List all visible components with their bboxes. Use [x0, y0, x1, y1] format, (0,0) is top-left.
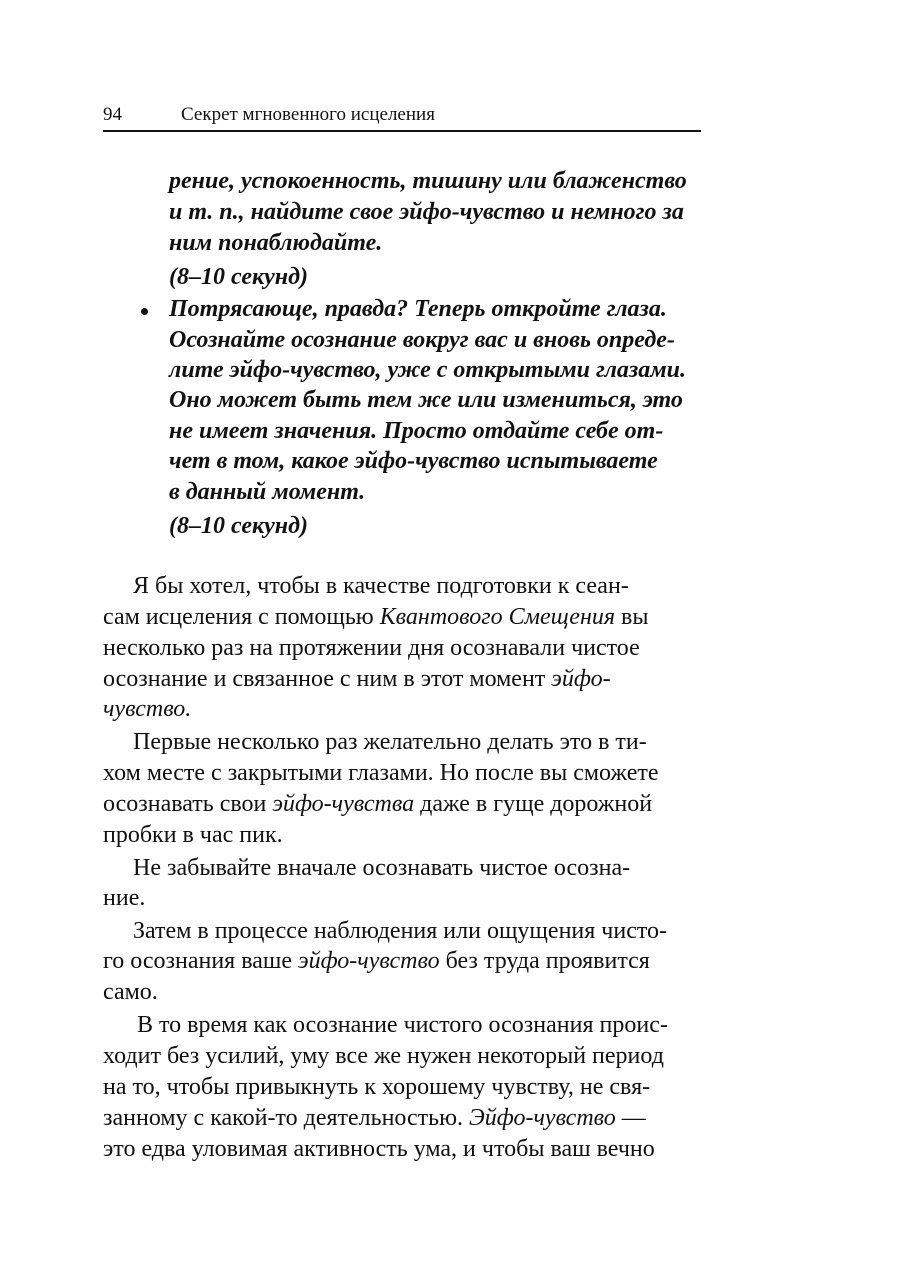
bullet-icon — [141, 308, 148, 315]
paragraph-5-line-4: занному с какой-то деятельностью. Эйфо-чувство — — [103, 1105, 646, 1131]
paragraph-2-line-2: хом месте с закрытыми глазами. Но после вы сможете — [103, 760, 659, 786]
instruction-2-line-5: не имеет значения. Просто отдайте себе от- — [169, 418, 664, 444]
page-number: 94 — [103, 104, 122, 125]
instruction-1-timing: (8–10 секунд) — [169, 264, 309, 290]
paragraph-5-line-1: В то время как осознание чистого осознания проис- — [137, 1012, 668, 1038]
paragraph-1-line-5: чувство. — [103, 696, 192, 722]
running-title: Секрет мгновенного исцеления — [181, 104, 435, 125]
paragraph-4-line-2: го осознания ваше эйфо-чувство без труда проявится — [103, 948, 650, 974]
paragraph-4-line-1: Затем в процессе наблюдения или ощущения чисто- — [133, 918, 668, 944]
instruction-1-line-2: и т. п., найдите свое эйфо-чувство и немного за — [169, 199, 684, 225]
term-eufeeling: Эйфо-чувство — [469, 1105, 616, 1131]
paragraph-3-line-1: Не забывайте вначале осознавать чистое осозна- — [133, 855, 631, 881]
paragraph-1-line-4: осознание и связанное с ним в этот момент эйфо- — [103, 666, 611, 692]
instruction-2-line-3: лите эйфо-чувство, уже с открытыми глазами. — [169, 357, 687, 383]
paragraph-5-line-2: ходит без усилий, уму все же нужен некоторый период — [103, 1043, 664, 1069]
paragraph-2-line-1: Первые несколько раз желательно делать это в ти- — [133, 729, 647, 755]
paragraph-1-line-3: несколько раз на протяжении дня осознавали чистое — [103, 635, 640, 661]
term-quantum-shift: Квантового Смещения — [379, 604, 616, 630]
instruction-2-line-6: чет в том, какое эйфо-чувство испытываете — [169, 448, 658, 474]
paragraph-2-line-3: осознавать свои эйфо-чувства даже в гуще дорожной — [103, 791, 653, 817]
instruction-2-line-7: в данный момент. — [169, 479, 366, 505]
paragraph-1-line-2: сам исцеления с помощью Квантового Смещения вы — [103, 604, 649, 630]
paragraph-3-line-2: ние. — [103, 885, 146, 911]
paragraph-2-line-4: пробки в час пик. — [103, 822, 283, 848]
instruction-2-line-4: Оно может быть тем же или измениться, это — [169, 387, 683, 413]
paragraph-5-line-5: это едва уловимая активность ума, и чтобы ваш вечно — [103, 1136, 655, 1162]
paragraph-4-line-3: само. — [103, 979, 158, 1005]
instruction-2-line-2: Осознайте осознание вокруг вас и вновь опреде- — [169, 327, 675, 353]
term-eufeeling: эйфо- — [551, 666, 611, 692]
instruction-1-line-3: ним понаблюдайте. — [169, 230, 383, 256]
term-eufeeling: эйфо-чувство — [298, 948, 440, 974]
running-header — [103, 104, 701, 132]
term-eufeelings: эйфо-чувства — [272, 791, 415, 817]
instruction-2-line-1: Потрясающе, правда? Теперь откройте глаза. — [169, 296, 667, 322]
paragraph-5-line-3: на то, чтобы привыкнуть к хорошему чувству, не свя- — [103, 1074, 651, 1100]
paragraph-1-line-1: Я бы хотел, чтобы в качестве подготовки к сеан- — [133, 573, 629, 599]
instruction-1-line-1: рение, успокоенность, тишину или блаженство — [169, 168, 687, 194]
instruction-2-timing: (8–10 секунд) — [169, 513, 309, 539]
